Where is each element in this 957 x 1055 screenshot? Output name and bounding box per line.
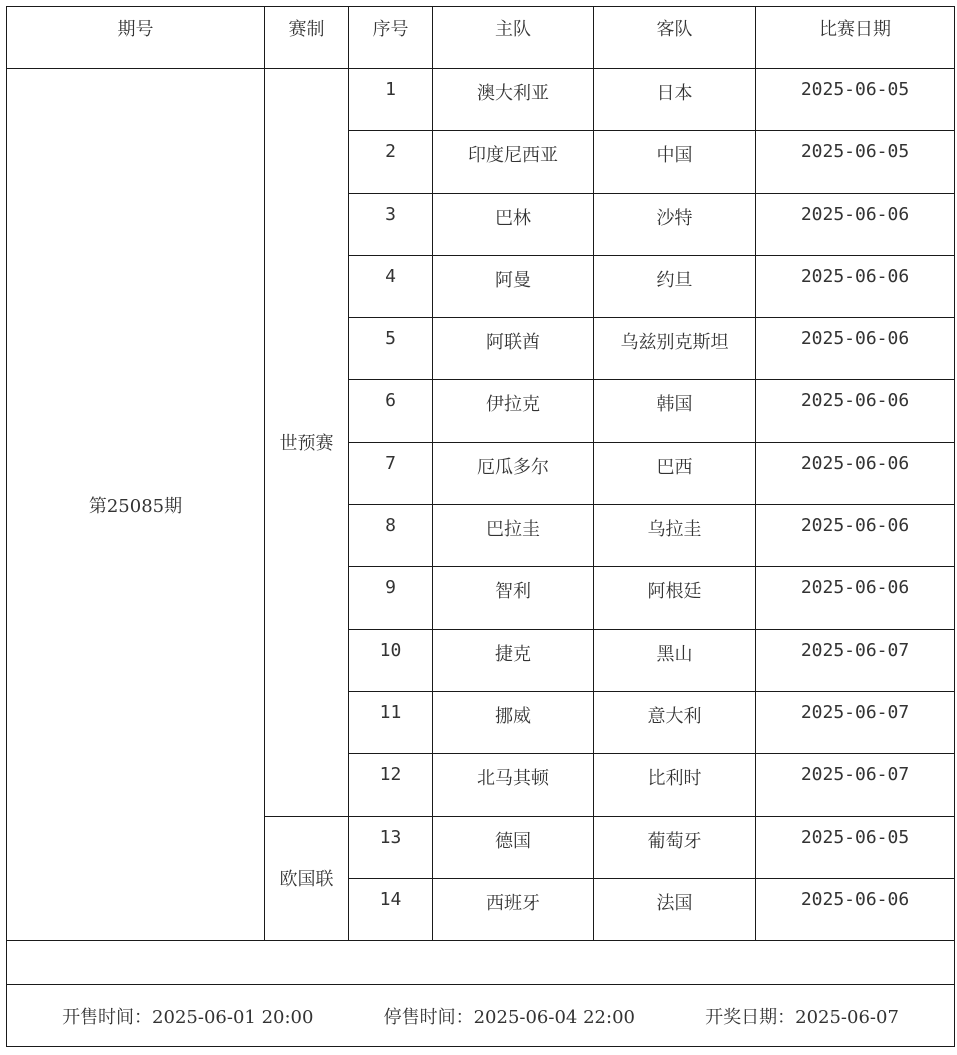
home-team-cell: 巴林 [433,193,594,255]
header-match-date: 比赛日期 [756,7,955,69]
match-date-cell: 2025-06-07 [756,629,955,691]
match-number-cell: 1 [349,69,433,131]
sale-info-cell [7,985,955,1047]
home-team-cell: 巴拉圭 [433,505,594,567]
home-team-cell: 阿联酋 [433,318,594,380]
sale-start-time: 开售时间：2025-06-01 20:00 [62,1006,314,1028]
sale-info-row [7,985,955,1047]
away-team-cell: 黑山 [594,629,756,691]
draw-date: 开奖日期：2025-06-07 [705,1006,899,1028]
match-number-cell: 6 [349,380,433,442]
fixtures-table [6,6,955,1047]
fixture-sheet [6,6,954,1045]
header-format: 赛制 [265,7,349,69]
header-period: 期号 [7,7,265,69]
match-date-cell: 2025-06-05 [756,816,955,878]
away-team-cell: 葡萄牙 [594,816,756,878]
match-number-cell: 14 [349,878,433,940]
fixtures-body [7,69,955,941]
home-team-cell: 厄瓜多尔 [433,442,594,504]
away-team-cell: 日本 [594,69,756,131]
match-date-cell: 2025-06-07 [756,691,955,753]
away-team-cell: 阿根廷 [594,567,756,629]
period-cell: 第25085期 [7,69,265,941]
header-home-team: 主队 [433,7,594,69]
away-team-cell: 乌兹别克斯坦 [594,318,756,380]
away-team-cell: 比利时 [594,754,756,816]
match-number-cell: 12 [349,754,433,816]
match-date-cell: 2025-06-05 [756,131,955,193]
sale-stop-time: 停售时间：2025-06-04 22:00 [383,1006,635,1028]
home-team-cell: 伊拉克 [433,380,594,442]
match-date-cell: 2025-06-06 [756,442,955,504]
match-date-cell: 2025-06-06 [756,255,955,317]
match-date-cell: 2025-06-06 [756,505,955,567]
away-team-cell: 沙特 [594,193,756,255]
match-date-cell: 2025-06-06 [756,380,955,442]
home-team-cell: 德国 [433,816,594,878]
home-team-cell: 捷克 [433,629,594,691]
away-team-cell: 约旦 [594,255,756,317]
match-number-cell: 2 [349,131,433,193]
away-team-cell: 韩国 [594,380,756,442]
match-number-cell: 10 [349,629,433,691]
header-away-team: 客队 [594,7,756,69]
blank-row [7,941,955,985]
home-team-cell: 智利 [433,567,594,629]
header-number: 序号 [349,7,433,69]
away-team-cell: 意大利 [594,691,756,753]
away-team-cell: 乌拉圭 [594,505,756,567]
home-team-cell: 印度尼西亚 [433,131,594,193]
match-date-cell: 2025-06-06 [756,193,955,255]
match-number-cell: 3 [349,193,433,255]
away-team-cell: 中国 [594,131,756,193]
home-team-cell: 挪威 [433,691,594,753]
format-cell: 欧国联 [265,816,349,941]
home-team-cell: 北马其顿 [433,754,594,816]
home-team-cell: 阿曼 [433,255,594,317]
match-number-cell: 8 [349,505,433,567]
match-number-cell: 4 [349,255,433,317]
home-team-cell: 澳大利亚 [433,69,594,131]
table-header-row [7,7,955,69]
match-number-cell: 11 [349,691,433,753]
away-team-cell: 法国 [594,878,756,940]
match-date-cell: 2025-06-05 [756,69,955,131]
match-date-cell: 2025-06-06 [756,878,955,940]
home-team-cell: 西班牙 [433,878,594,940]
match-date-cell: 2025-06-06 [756,318,955,380]
match-number-cell: 7 [349,442,433,504]
blank-cell [7,941,955,985]
table-row [7,69,955,131]
match-date-cell: 2025-06-07 [756,754,955,816]
match-number-cell: 13 [349,816,433,878]
match-number-cell: 9 [349,567,433,629]
away-team-cell: 巴西 [594,442,756,504]
format-cell: 世预赛 [265,69,349,817]
match-date-cell: 2025-06-06 [756,567,955,629]
match-number-cell: 5 [349,318,433,380]
